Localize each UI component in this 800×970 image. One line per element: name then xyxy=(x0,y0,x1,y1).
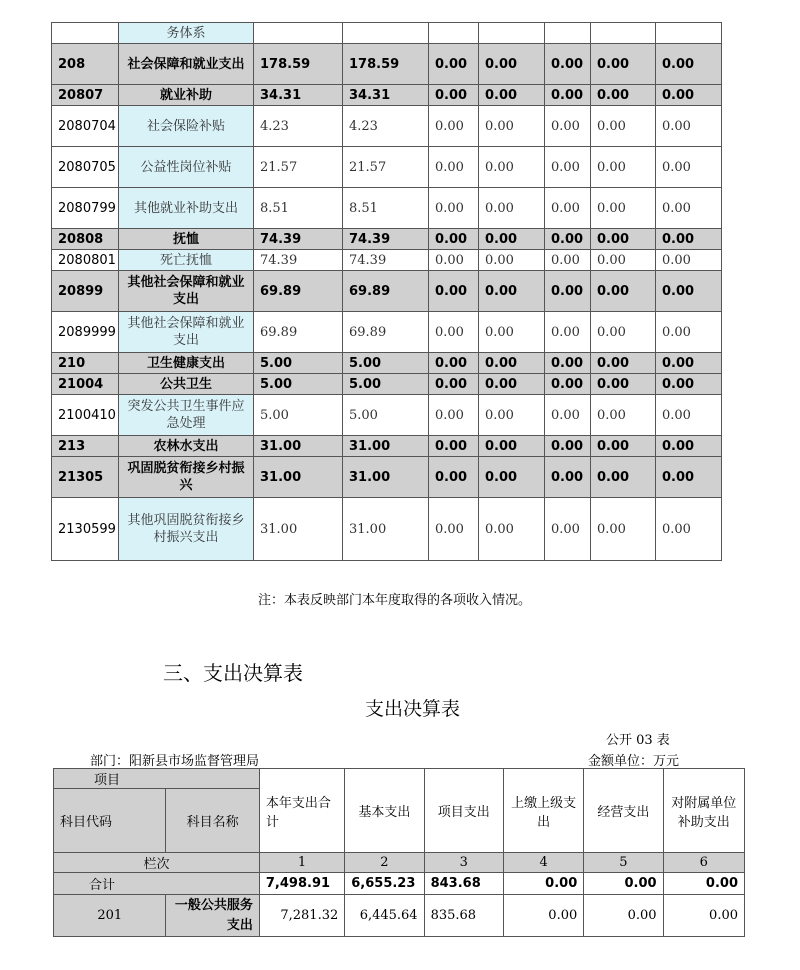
table-row xyxy=(52,374,722,395)
seq-number: 3 xyxy=(424,853,503,873)
row-value: 0.00 xyxy=(656,395,722,436)
table-row xyxy=(52,498,722,561)
total-label: 合计 xyxy=(54,873,260,895)
total-value: 843.68 xyxy=(424,873,503,895)
row-value: 0.00 xyxy=(429,188,479,229)
row-value: 0.00 xyxy=(545,188,591,229)
row-value: 0.00 xyxy=(591,229,656,250)
row-value: 0.00 xyxy=(545,395,591,436)
row-code: 213 xyxy=(52,436,119,457)
row-name: 突发公共卫生事件应急处理 xyxy=(119,395,254,436)
row-value: 69.89 xyxy=(343,312,429,353)
row-value: 69.89 xyxy=(254,271,343,312)
row-value: 0.00 xyxy=(545,250,591,271)
row-value: 0.00 xyxy=(479,250,545,271)
total-value: 0.00 xyxy=(663,873,744,895)
row-value: 0.00 xyxy=(591,374,656,395)
row-value: 0.00 xyxy=(429,229,479,250)
header-code: 科目代码 xyxy=(54,789,166,853)
row-value: 0.00 xyxy=(545,436,591,457)
row-value: 0.00 xyxy=(656,188,722,229)
row-code: 201 xyxy=(54,895,166,937)
row-value: 8.51 xyxy=(254,188,343,229)
row-value: 4.23 xyxy=(254,106,343,147)
table-row xyxy=(52,271,722,312)
row-value: 0.00 xyxy=(429,106,479,147)
header-col-project: 项目支出 xyxy=(424,769,503,853)
report-title: 支出决算表 xyxy=(365,698,461,720)
row-value: 0.00 xyxy=(656,457,722,498)
row-value: 74.39 xyxy=(343,250,429,271)
department-label: 部门：阳新县市场监督管理局 xyxy=(90,754,260,769)
row-value: 0.00 xyxy=(656,229,722,250)
row-name: 卫生健康支出 xyxy=(119,353,254,374)
row-name: 农林水支出 xyxy=(119,436,254,457)
row-value: 8.51 xyxy=(343,188,429,229)
row-value: 0.00 xyxy=(429,353,479,374)
header-item: 项目 xyxy=(54,769,260,789)
row-value: 31.00 xyxy=(254,457,343,498)
row-value: 34.31 xyxy=(343,85,429,106)
row-name: 其他巩固脱贫衔接乡村振兴支出 xyxy=(119,498,254,561)
row-value: 0.00 xyxy=(545,353,591,374)
table-row xyxy=(52,147,722,188)
row-value: 0.00 xyxy=(656,436,722,457)
row-code: 2080801 xyxy=(52,250,119,271)
row-value: 0.00 xyxy=(591,395,656,436)
row-value: 31.00 xyxy=(343,436,429,457)
row-value: 0.00 xyxy=(479,395,545,436)
row-code: 210 xyxy=(52,353,119,374)
row-value: 0.00 xyxy=(656,250,722,271)
row-value: 0.00 xyxy=(479,374,545,395)
row-value: 0.00 xyxy=(429,395,479,436)
row-value: 0.00 xyxy=(479,44,545,85)
row-value: 0.00 xyxy=(591,312,656,353)
header-col-subsidy: 对附属单位补助支出 xyxy=(663,769,744,853)
row-value: 0.00 xyxy=(545,457,591,498)
table-row xyxy=(52,44,722,85)
row-value: 0.00 xyxy=(591,106,656,147)
row-value: 0.00 xyxy=(656,312,722,353)
row-name: 就业补助 xyxy=(119,85,254,106)
row-name: 抚恤 xyxy=(119,229,254,250)
row-name: 其他社会保障和就业支出 xyxy=(119,271,254,312)
row-value: 0.00 xyxy=(591,457,656,498)
row-value: 0.00 xyxy=(479,147,545,188)
row-value xyxy=(591,23,656,44)
row-name: 公共卫生 xyxy=(119,374,254,395)
form-number: 公开 03 表 xyxy=(606,733,670,748)
row-value: 6,445.64 xyxy=(345,895,424,937)
row-value: 0.00 xyxy=(479,436,545,457)
row-value: 0.00 xyxy=(591,353,656,374)
row-code: 2130599 xyxy=(52,498,119,561)
header-col-basic: 基本支出 xyxy=(345,769,424,853)
row-value: 0.00 xyxy=(429,250,479,271)
row-name: 其他社会保障和就业支出 xyxy=(119,312,254,353)
row-value: 0.00 xyxy=(656,374,722,395)
income-detail-table xyxy=(51,22,722,561)
row-value: 0.00 xyxy=(656,498,722,561)
table-row xyxy=(52,23,722,44)
header-col-remit: 上缴上级支出 xyxy=(503,769,583,853)
row-code: 2080704 xyxy=(52,106,119,147)
row-value: 69.89 xyxy=(343,271,429,312)
row-value: 0.00 xyxy=(591,498,656,561)
row-code: 2080799 xyxy=(52,188,119,229)
row-code xyxy=(52,23,119,44)
row-value: 0.00 xyxy=(545,498,591,561)
table-row xyxy=(52,436,722,457)
table-row xyxy=(54,895,745,937)
row-code: 20807 xyxy=(52,85,119,106)
row-name: 巩固脱贫衔接乡村振兴 xyxy=(119,457,254,498)
row-value: 0.00 xyxy=(503,895,583,937)
row-value: 835.68 xyxy=(424,895,503,937)
row-name: 一般公共服务支出 xyxy=(166,895,259,937)
row-value: 0.00 xyxy=(479,188,545,229)
row-name: 其他就业补助支出 xyxy=(119,188,254,229)
row-value: 178.59 xyxy=(254,44,343,85)
row-value: 0.00 xyxy=(591,85,656,106)
table-row xyxy=(52,395,722,436)
row-value: 74.39 xyxy=(254,250,343,271)
row-value: 0.00 xyxy=(479,498,545,561)
row-name: 公益性岗位补贴 xyxy=(119,147,254,188)
section-title: 三、支出决算表 xyxy=(163,661,303,685)
row-value: 0.00 xyxy=(656,271,722,312)
row-value: 0.00 xyxy=(656,353,722,374)
row-value: 0.00 xyxy=(656,44,722,85)
row-value: 0.00 xyxy=(545,147,591,188)
table-row xyxy=(52,85,722,106)
header-name: 科目名称 xyxy=(166,789,259,853)
row-value: 0.00 xyxy=(584,895,663,937)
header-col-business: 经营支出 xyxy=(584,769,663,853)
row-value: 0.00 xyxy=(545,374,591,395)
row-value: 0.00 xyxy=(429,147,479,188)
row-value xyxy=(656,23,722,44)
row-value: 0.00 xyxy=(591,436,656,457)
row-value: 5.00 xyxy=(254,353,343,374)
header-col-total: 本年支出合计 xyxy=(259,769,344,853)
total-value: 0.00 xyxy=(584,873,663,895)
total-value: 7,498.91 xyxy=(259,873,344,895)
row-value: 0.00 xyxy=(545,106,591,147)
row-code: 20808 xyxy=(52,229,119,250)
row-value: 74.39 xyxy=(343,229,429,250)
row-value: 5.00 xyxy=(343,353,429,374)
row-value: 5.00 xyxy=(343,395,429,436)
row-value xyxy=(479,23,545,44)
seq-number: 4 xyxy=(503,853,583,873)
row-value: 0.00 xyxy=(545,85,591,106)
row-value xyxy=(343,23,429,44)
row-value: 0.00 xyxy=(479,312,545,353)
row-name: 死亡抚恤 xyxy=(119,250,254,271)
row-code: 21004 xyxy=(52,374,119,395)
row-name: 社会保险补贴 xyxy=(119,106,254,147)
table-row xyxy=(52,312,722,353)
row-value: 0.00 xyxy=(429,457,479,498)
row-value: 5.00 xyxy=(343,374,429,395)
table-row xyxy=(52,229,722,250)
row-value: 178.59 xyxy=(343,44,429,85)
row-value: 0.00 xyxy=(479,457,545,498)
row-value: 0.00 xyxy=(591,250,656,271)
row-value: 21.57 xyxy=(254,147,343,188)
row-code: 2089999 xyxy=(52,312,119,353)
row-code: 20899 xyxy=(52,271,119,312)
table-row xyxy=(52,188,722,229)
row-value: 0.00 xyxy=(545,312,591,353)
table-row xyxy=(52,250,722,271)
row-value: 5.00 xyxy=(254,395,343,436)
row-value: 0.00 xyxy=(663,895,744,937)
seq-number: 5 xyxy=(584,853,663,873)
row-value: 0.00 xyxy=(479,229,545,250)
row-value: 31.00 xyxy=(254,436,343,457)
row-value: 0.00 xyxy=(545,229,591,250)
row-value: 0.00 xyxy=(591,44,656,85)
row-value: 0.00 xyxy=(545,271,591,312)
row-value: 0.00 xyxy=(656,85,722,106)
row-value: 0.00 xyxy=(545,44,591,85)
total-value: 6,655.23 xyxy=(345,873,424,895)
row-value: 34.31 xyxy=(254,85,343,106)
seq-number: 6 xyxy=(663,853,744,873)
row-value xyxy=(545,23,591,44)
row-value: 0.00 xyxy=(656,147,722,188)
row-value: 5.00 xyxy=(254,374,343,395)
row-name: 社会保障和就业支出 xyxy=(119,44,254,85)
row-value: 0.00 xyxy=(479,106,545,147)
row-value: 0.00 xyxy=(429,312,479,353)
row-value: 0.00 xyxy=(429,85,479,106)
row-value: 0.00 xyxy=(429,436,479,457)
table-row xyxy=(52,457,722,498)
row-value: 0.00 xyxy=(429,498,479,561)
row-value: 0.00 xyxy=(429,271,479,312)
row-value: 0.00 xyxy=(479,85,545,106)
expenditure-table xyxy=(53,768,745,937)
unit-label: 金额单位：万元 xyxy=(588,754,680,769)
row-value: 0.00 xyxy=(479,271,545,312)
seq-number: 2 xyxy=(345,853,424,873)
row-value xyxy=(429,23,479,44)
row-value: 7,281.32 xyxy=(259,895,344,937)
row-value: 74.39 xyxy=(254,229,343,250)
row-value: 4.23 xyxy=(343,106,429,147)
table-note: 注：本表反映部门本年度取得的各项收入情况。 xyxy=(258,593,532,608)
table-row xyxy=(52,106,722,147)
row-value: 0.00 xyxy=(479,353,545,374)
row-code: 2100410 xyxy=(52,395,119,436)
row-value: 21.57 xyxy=(343,147,429,188)
row-code: 2080705 xyxy=(52,147,119,188)
row-value: 31.00 xyxy=(343,498,429,561)
row-value: 0.00 xyxy=(429,374,479,395)
row-value: 69.89 xyxy=(254,312,343,353)
row-value: 31.00 xyxy=(343,457,429,498)
row-value: 0.00 xyxy=(591,271,656,312)
row-value: 0.00 xyxy=(429,44,479,85)
row-name: 务体系 xyxy=(119,23,254,44)
row-value: 31.00 xyxy=(254,498,343,561)
row-value: 0.00 xyxy=(656,106,722,147)
table-row xyxy=(52,353,722,374)
seq-label: 栏次 xyxy=(54,853,260,873)
total-value: 0.00 xyxy=(503,873,583,895)
row-value: 0.00 xyxy=(591,188,656,229)
row-value: 0.00 xyxy=(591,147,656,188)
row-code: 208 xyxy=(52,44,119,85)
row-code: 21305 xyxy=(52,457,119,498)
seq-number: 1 xyxy=(259,853,344,873)
row-value xyxy=(254,23,343,44)
